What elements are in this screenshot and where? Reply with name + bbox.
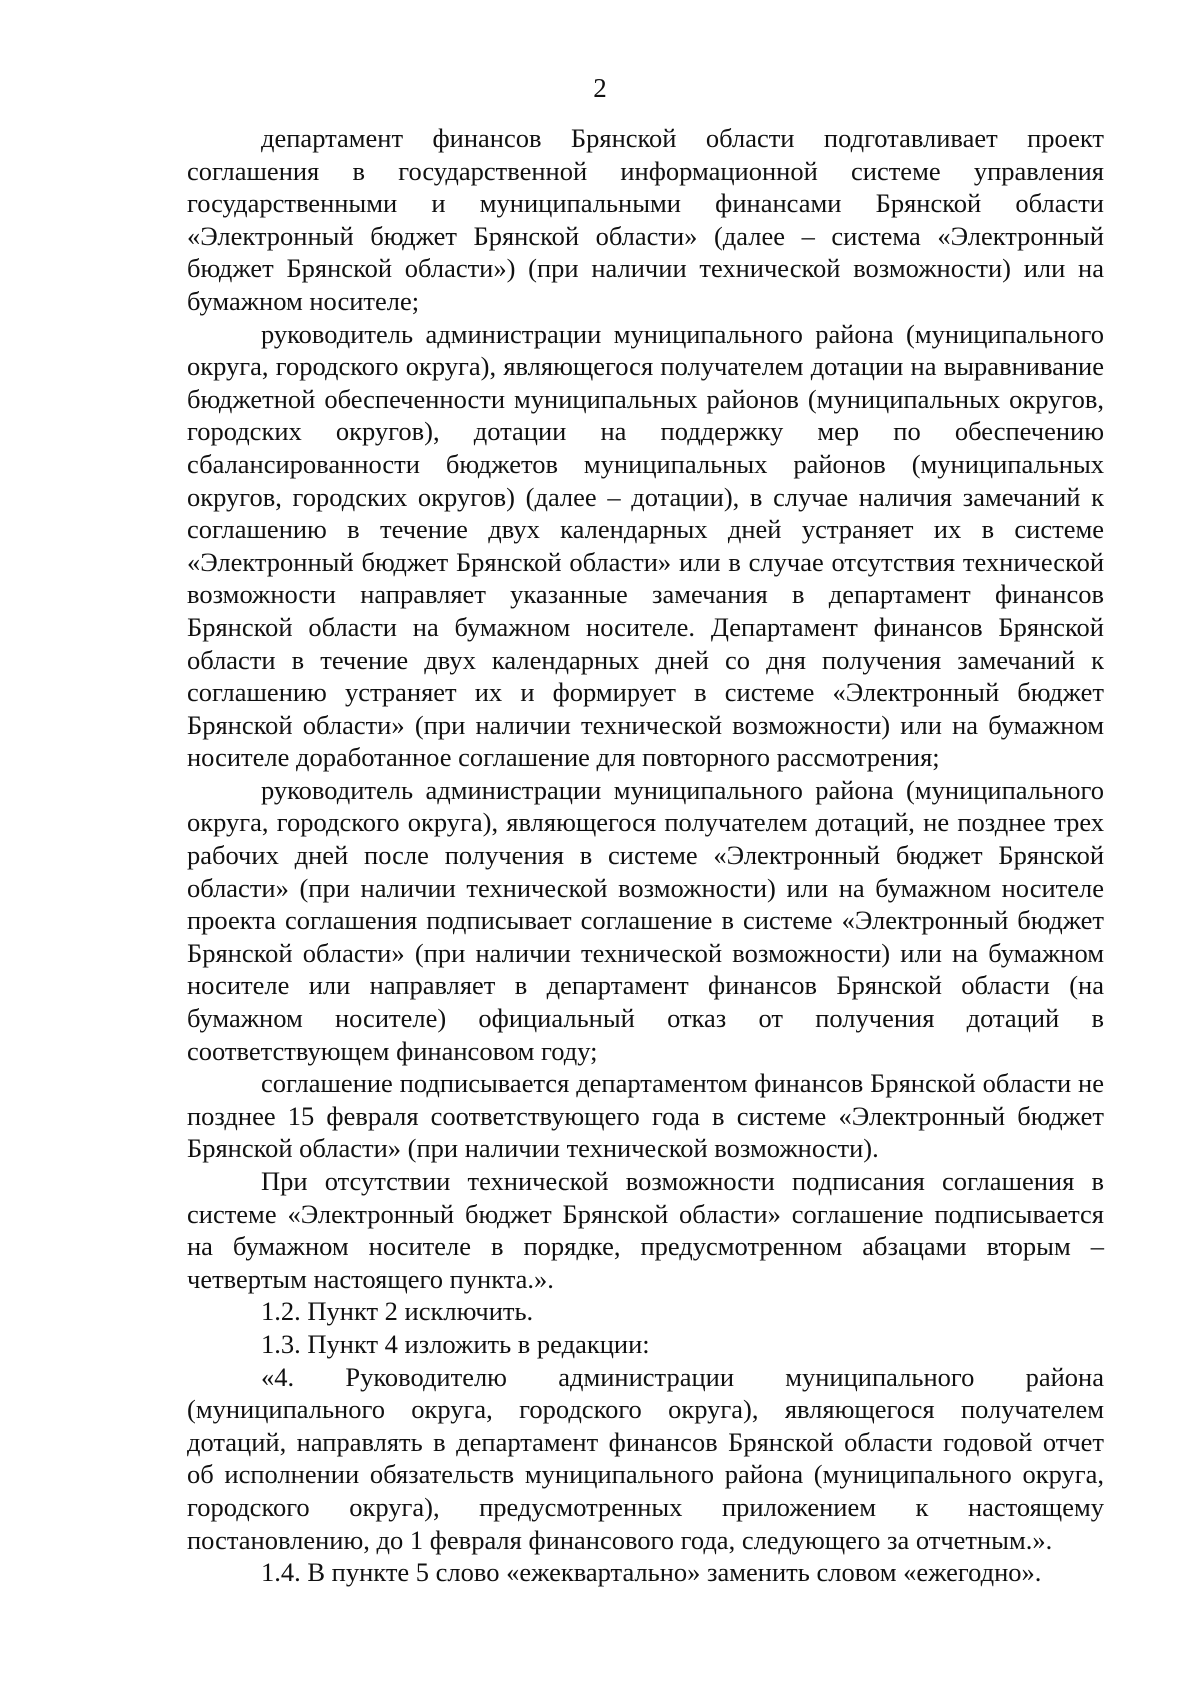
paragraph-remarks: руководитель администрации муниципального района (муниципального округа, городского округа), являющегося получателем дотации на выравнивание бюджетной обеспеченности муниципальных районов (муниципальных округов, городских округов), дотации на поддержку мер по обеспечению сбалансированности бюджетов муниципальных районов (муниципальных округов, городских округов) (далее – дотации), в случае наличия замечаний к соглашению в течение двух календарных дней устраняет их в системе «Электронный бюджет Брянской области» или в случае отсутствия технической возможности направляет указанные замечания в департамент финансов Брянской области на бумажном носителе. Департамент финансов Брянской области в течение двух календарных дней со дня получения замечаний к соглашению устраняет их и формирует в системе «Электронный бюджет Брянской области» (при наличии технической возможности) или на бумажном носителе доработанное соглашение для повторного рассмотрения; [187, 318, 1104, 773]
paragraph-signing-deadline: соглашение подписывается департаментом финансов Брянской области не позднее 15 февраля соответствующего года в системе «Электронный бюджет Брянской области» (при наличии технической возможности). [187, 1068, 1104, 1164]
paragraph-signing-by-head: руководитель администрации муниципального района (муниципального округа, городского округа), являющегося получателем дотаций, не позднее трех рабочих дней после получения в системе «Электронный бюджет Брянской области» (при наличии технической возможности) или на бумажном носителе проекта соглашения подписывает соглашение в системе «Электронный бюджет Брянской области» (при наличии технической возможности) или на бумажном носителе или направляет в департамент финансов Брянской области (на бумажном носителе) официальный отказ от получения дотаций в соответствующем финансовом году; [187, 774, 1104, 1066]
paragraph-item-4-text: «4. Руководителю администрации муниципального района (муниципального округа, городского округа), являющегося получателем дотаций, направлять в департамент финансов Брянской области годовой отчет об исполнении обязательств муниципального района (муниципального округа, городского округа), предусмотренных приложением к настоящему постановлению, до 1 февраля финансового года, следующего за отчетным.». [187, 1361, 1104, 1555]
paragraph-draft-agreement: департамент финансов Брянской области подготавливает проект соглашения в государственной информационной системе управления государственными и муниципальными финансами Брянской области «Электронный бюджет Брянской области» (далее – система «Электронный бюджет Брянской области») (при наличии технической возможности) или на бумажном носителе; [187, 123, 1104, 316]
page-number: 2 [593, 73, 607, 103]
paragraph-item-1-4: 1.4. В пункте 5 слово «ежеквартально» заменить словом «ежегодно». [261, 1557, 1042, 1588]
paragraph-item-1-3: 1.3. Пункт 4 изложить в редакции: [261, 1328, 650, 1359]
paragraph-paper-signing: При отсутствии технической возможности подписания соглашения в системе «Электронный бюджет Брянской области» соглашение подписывается на бумажном носителе в порядке, предусмотренном абзацами вторым – четвертым настоящего пункта.». [187, 1166, 1104, 1294]
document-body [187, 122, 1104, 1589]
paragraph-item-1-2: 1.2. Пункт 2 исключить. [261, 1296, 534, 1327]
